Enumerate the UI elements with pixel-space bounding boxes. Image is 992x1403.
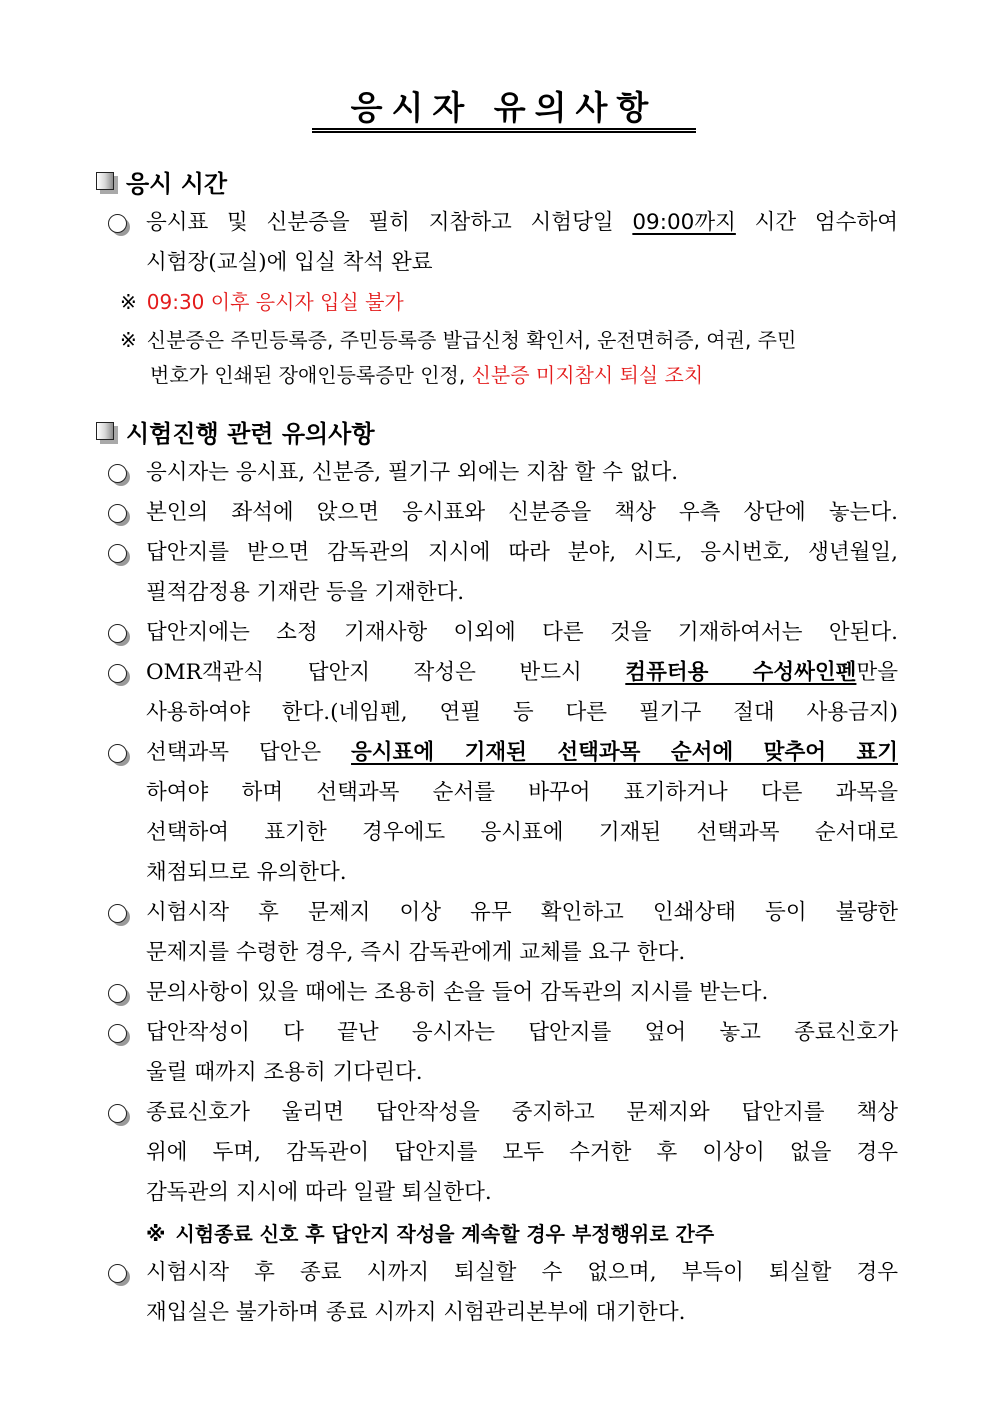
reference-mark: ※ [146,1222,166,1246]
list-item-line: 감독관의 지시에 따라 일괄 퇴실한다. [146,1180,492,1205]
circle-bullet-icon [108,624,130,646]
list-item-line: 시험시작 후 문제지 이상 유무 확인하고 인쇄상태 등이 불량한 [146,900,898,925]
circle-bullet-icon [108,544,130,566]
square-bullet-icon [96,172,114,190]
section-heading-label: 시험진행 관련 유의사항 [126,419,375,448]
list-item-line: 하여야 하며 선택과목 순서를 바꾸어 표기하거나 다른 과목을 [146,780,898,805]
circle-bullet-icon [108,904,130,926]
square-bullet-icon [96,422,114,440]
list-item-line: 답안작성이 다 끝난 응시자는 답안지를 엎어 놓고 종료신호가 [146,1020,898,1045]
list-item-line: 본인의 좌석에 앉으면 응시표와 신분증을 책상 우측 상단에 놓는다. [146,500,898,525]
circle-bullet-icon [108,1264,130,1286]
title-underline-double [312,131,696,133]
note-red-text: 신분증 미지참시 퇴실 조치 [471,363,704,387]
emphasis-subject-order: 응시표에 기재된 선택과목 순서에 맞추어 표기 [351,740,898,765]
list-item-line: 재입실은 불가하며 종료 시까지 시험관리본부에 대기한다. [146,1300,686,1325]
list-item-line: 시험장(교실)에 입실 착석 완료 [146,250,433,275]
list-item-line: 채점되므로 유의한다. [146,860,347,885]
note-id-types-cont [150,358,703,392]
reference-mark: ※ [120,328,137,352]
text-span: 시간 엄수하여 [735,210,898,235]
circle-bullet-icon [108,504,130,526]
list-item-line [146,205,898,241]
list-item-line: 응시자는 응시표, 신분증, 필기구 외에는 지참 할 수 없다. [146,460,679,485]
circle-bullet-icon [108,984,130,1006]
text-span: 응시표 및 신분증을 필히 지참하고 시험당일 [146,210,633,235]
note-id-types [120,323,796,357]
title-underline [312,128,696,130]
note-late-entry [120,285,404,319]
reference-mark: ※ [120,290,137,314]
circle-bullet-icon [108,1104,130,1126]
section-heading-exam-time [96,164,227,198]
emphasis-pen: 컴퓨터용 수성싸인펜 [625,660,857,685]
circle-bullet-icon [108,664,130,686]
list-item-line: 문제지를 수령한 경우, 즉시 감독관에게 교체를 요구 한다. [146,940,686,965]
text-span: OMR객관식 답안지 작성은 반드시 [146,660,626,685]
text-span: 선택과목 답안은 [146,740,352,765]
note-text: 09:30 이후 응시자 입실 불가 [146,290,404,314]
circle-bullet-icon [108,1024,130,1046]
text-span: 만을 [856,660,898,685]
circle-bullet-icon [108,214,130,236]
list-item-line: 시험시작 후 종료 시까지 퇴실할 수 없으며, 부득이 퇴실할 경우 [146,1260,898,1285]
emphasis-time: 09:00까지 [632,210,736,235]
list-item-line [146,655,898,691]
list-item-line: 답안지를 받으면 감독관의 지시에 따라 분야, 시도, 응시번호, 생년월일, [146,540,898,565]
list-item-line: 문의사항이 있을 때에는 조용히 손을 들어 감독관의 지시를 받는다. [146,980,769,1005]
note-text: 시험종료 신호 후 답안지 작성을 계속할 경우 부정행위로 간주 [175,1222,715,1246]
note-text: 신분증은 주민등록증, 주민등록증 발급신청 확인서, 운전면허증, 여권, 주민 [146,328,797,352]
list-item-line [146,735,898,771]
page-title: 응시자 유의사항 [350,88,658,127]
section-heading-label: 응시 시간 [126,169,228,198]
list-item-line: 사용하여야 한다.(네임펜, 연필 등 다른 필기구 절대 사용금지) [146,700,898,725]
section-heading-exam-rules [96,414,375,448]
list-item-line: 울릴 때까지 조용히 기다린다. [146,1060,423,1085]
note-text: 번호가 인쇄된 장애인등록증만 인정, [150,363,472,387]
list-item-line: 선택하여 표기한 경우에도 응시표에 기재된 선택과목 순서대로 [146,820,898,845]
list-item-line: 필적감정용 기재란 등을 기재한다. [146,580,465,605]
list-item-line: 답안지에는 소정 기재사항 이외에 다른 것을 기재하여서는 안된다. [146,620,898,645]
note-misconduct [146,1217,714,1251]
list-item-line: 종료신호가 울리면 답안작성을 중지하고 문제지와 답안지를 책상 [146,1100,898,1125]
circle-bullet-icon [108,744,130,766]
circle-bullet-icon [108,464,130,486]
list-item-line: 위에 두며, 감독관이 답안지를 모두 수거한 후 이상이 없을 경우 [146,1140,898,1165]
